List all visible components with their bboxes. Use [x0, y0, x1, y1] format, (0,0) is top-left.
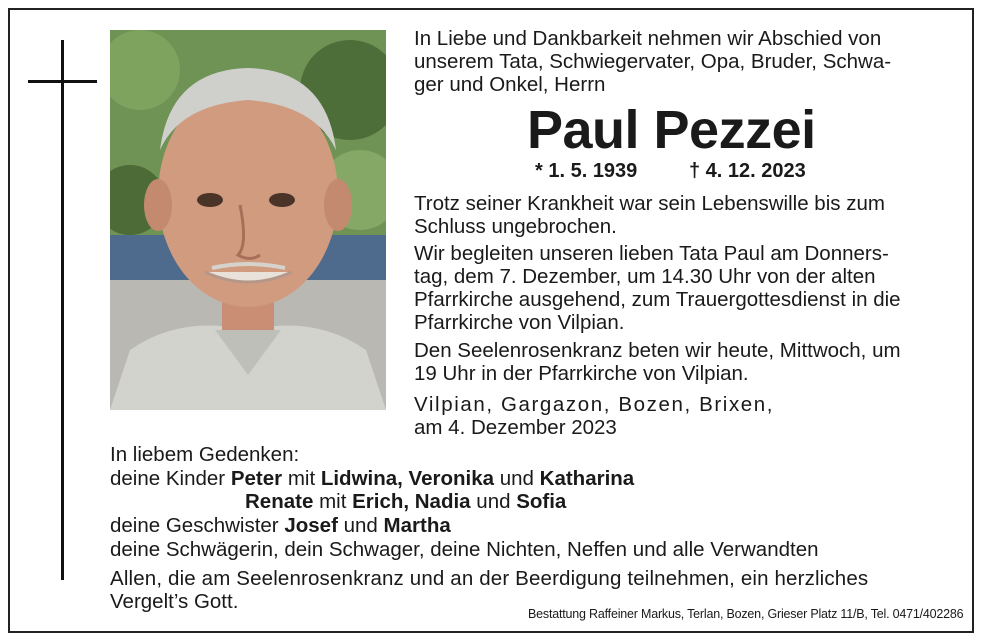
- connector: und: [499, 467, 534, 490]
- sibling-name: Josef: [284, 514, 338, 537]
- intro-line: unserem Tata, Schwiegervater, Opa, Bruder, Schwa-: [414, 50, 892, 73]
- text-line: Schluss ungebrochen.: [414, 215, 617, 238]
- text-line: tag, dem 7. Dezember, um 14.30 Uhr von der alten: [414, 265, 876, 288]
- thanks-line: Allen, die am Seelenrosenkranz und an der Beerdigung teilnehmen, ein herzliches: [110, 567, 869, 590]
- thanks-line: Vergelt’s Gott.: [110, 590, 239, 613]
- children-line: [245, 490, 566, 513]
- death-date: † 4. 12. 2023: [689, 160, 806, 182]
- text-line: Den Seelenrosenkranz beten wir heute, Mittwoch, um: [414, 339, 901, 362]
- text-line: Trotz seiner Krankheit war sein Lebenswille bis zum: [414, 192, 885, 215]
- text-line: Wir begleiten unseren lieben Tata Paul am Donners-: [414, 242, 889, 265]
- place-line: Vilpian, Gargazon, Bozen, Brixen,: [414, 393, 775, 416]
- cross-icon: [61, 40, 64, 580]
- connector: mit: [287, 467, 316, 490]
- partner-name: Lidwina, Veronika: [320, 467, 495, 490]
- connector: und: [476, 490, 511, 513]
- text-line: Pfarrkirche ausgehend, zum Trauergottesdienst in die: [414, 288, 901, 311]
- intro-line: In Liebe und Dankbarkeit nehmen wir Abschied von: [414, 27, 882, 50]
- text-line: 19 Uhr in der Pfarrkirche von Vilpian.: [414, 362, 749, 385]
- siblings-line: [110, 514, 451, 537]
- date-line: am 4. Dezember 2023: [414, 416, 617, 439]
- intro-line: ger und Onkel, Herrn: [414, 73, 606, 96]
- child-name: Peter: [230, 467, 283, 490]
- child-name: Renate: [245, 490, 314, 513]
- funeral-home-footer: Bestattung Raffeiner Markus, Terlan, Bozen, Grieser Platz 11/B, Tel. 0471/402286: [528, 607, 964, 621]
- birth-date: * 1. 5. 1939: [535, 160, 638, 182]
- siblings-prefix: deine Geschwister: [110, 514, 279, 537]
- deceased-name: Paul Pezzei: [527, 100, 816, 160]
- cross-icon-bar: [28, 80, 97, 83]
- child-name: Sofia: [516, 490, 567, 513]
- connector: und: [343, 514, 378, 537]
- partner-name: Erich, Nadia: [352, 490, 471, 513]
- sibling-name: Martha: [383, 514, 451, 537]
- relatives-line: deine Schwägerin, dein Schwager, deine Nichten, Neffen und alle Verwandten: [110, 538, 819, 561]
- mourners-heading: In liebem Gedenken:: [110, 443, 300, 466]
- children-line: [110, 467, 634, 490]
- children-prefix: deine Kinder: [110, 467, 226, 490]
- connector: mit: [319, 490, 347, 513]
- portrait-photo: [110, 30, 386, 410]
- child-name: Katharina: [539, 467, 635, 490]
- text-line: Pfarrkirche von Vilpian.: [414, 311, 625, 334]
